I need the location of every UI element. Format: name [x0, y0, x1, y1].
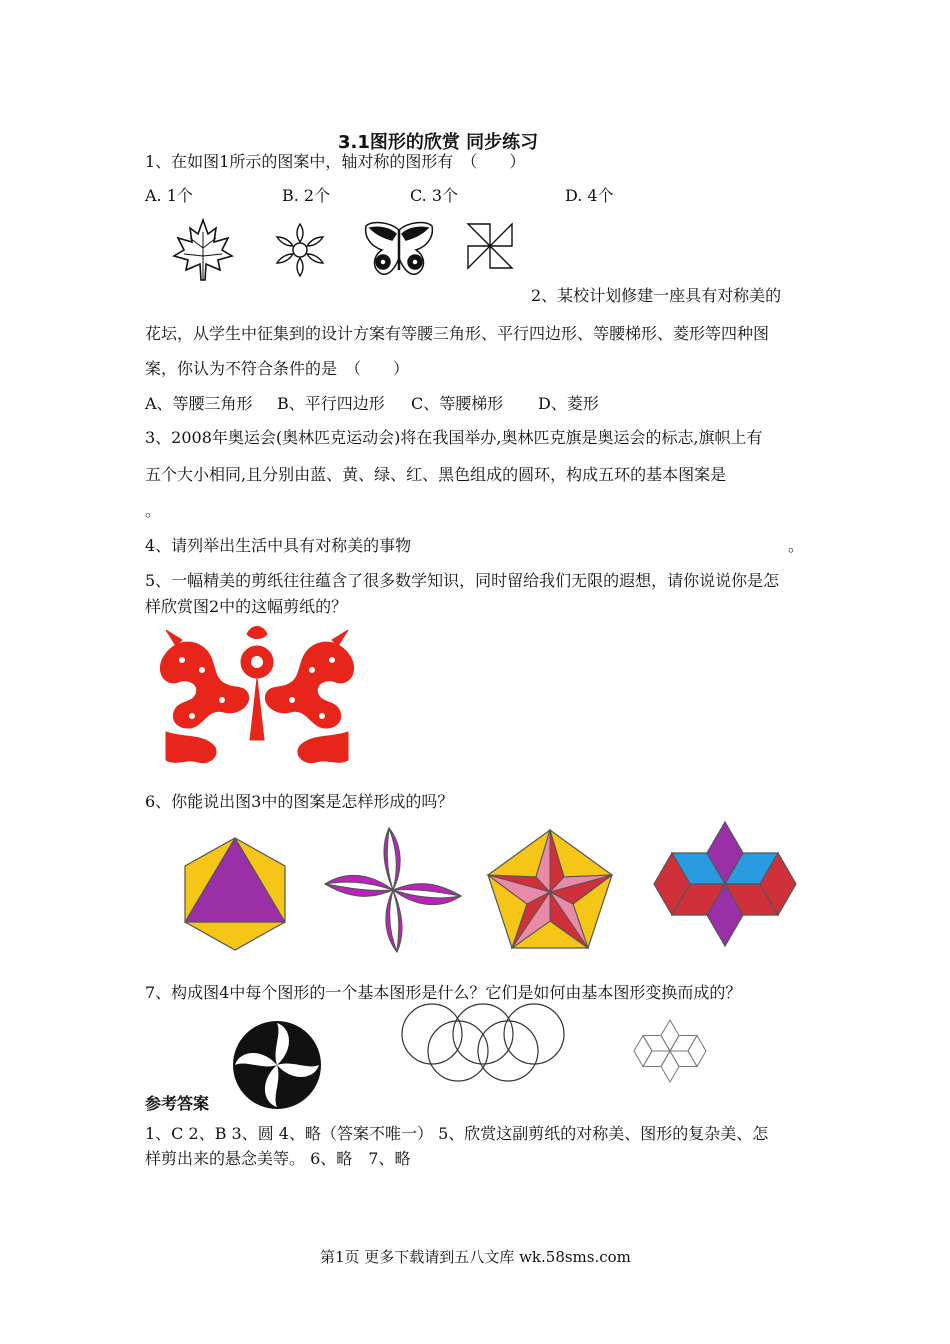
answers-line1: 1、C 2、B 3、圆 4、略（答案不唯一） 5、欣赏这副剪纸的对称美、图形的复杂美、怎	[145, 1124, 769, 1143]
question-4-end: 。	[788, 536, 805, 555]
q1-option-b: B. 2个	[282, 186, 331, 205]
q2-option-b: B、平行四边形	[277, 394, 385, 413]
butterfly-icon	[362, 220, 436, 276]
answers-heading: 参考答案	[145, 1094, 210, 1113]
page-title: 3.1图形的欣赏 同步练习	[338, 132, 539, 153]
answers-line2: 样剪出来的悬念美等。 6、略 7、略	[145, 1149, 411, 1168]
hexagon-triangle-figure	[183, 836, 287, 952]
rhombus-star-outline-figure	[634, 1020, 706, 1082]
question-3-line3: 。	[145, 501, 162, 520]
question-2-line1: 2、某校计划修建一座具有对称美的	[531, 286, 782, 305]
page-footer: 第1页 更多下载请到五八文库 wk.58sms.com	[320, 1248, 631, 1266]
q2-option-c: C、等腰梯形	[411, 394, 504, 413]
q2-option-d: D、菱形	[538, 394, 599, 413]
q2-option-a: A、等腰三角形	[145, 394, 253, 413]
swirl-circle-figure	[232, 1020, 322, 1110]
snowflake-icon	[272, 222, 328, 278]
pinwheel-petals-figure	[323, 826, 463, 954]
question-5-line1: 5、一幅精美的剪纸往往蕴含了很多数学知识，同时留给我们无限的遐想，请你说说你是怎	[145, 571, 780, 590]
question-5-line2: 样欣赏图2中的这幅剪纸的？	[145, 597, 348, 616]
question-3-line1: 3、2008年奥运会(奥林匹克运动会)将在我国举办,奥林匹克旗是奥运会的标志,旗帜上有	[145, 428, 763, 447]
question-2-line3: 案，你认为不符合条件的是 （ ）	[145, 359, 410, 378]
question-2-line2: 花坛，从学生中征集到的设计方案有等腰三角形、平行四边形、等腰梯形、菱形等四种图	[145, 324, 770, 343]
papercut-dragons-image	[152, 620, 362, 772]
question-1-text: 1、在如图1所示的图案中，轴对称的图形有 （ ）	[145, 152, 526, 171]
pentagon-star-figure	[486, 828, 614, 950]
olympic-rings-figure	[398, 1004, 568, 1082]
q1-option-a: A. 1个	[145, 186, 193, 205]
question-7-text: 7、构成图4中每个图形的一个基本图形是什么？它们是如何由基本图形变换而成的？	[145, 983, 742, 1002]
pinwheel-icon	[466, 222, 514, 270]
maple-leaf-icon	[170, 218, 236, 284]
six-rhombus-star-figure	[654, 822, 796, 946]
question-4-text: 4、请列举出生活中具有对称美的事物	[145, 536, 412, 555]
q1-option-c: C. 3个	[410, 186, 459, 205]
question-3-line2: 五个大小相同,且分别由蓝、黄、绿、红、黑色组成的圆环，构成五环的基本图案是	[145, 465, 727, 484]
q1-option-d: D. 4个	[565, 186, 614, 205]
question-6-text: 6、你能说出图3中的图案是怎样形成的吗？	[145, 792, 454, 811]
